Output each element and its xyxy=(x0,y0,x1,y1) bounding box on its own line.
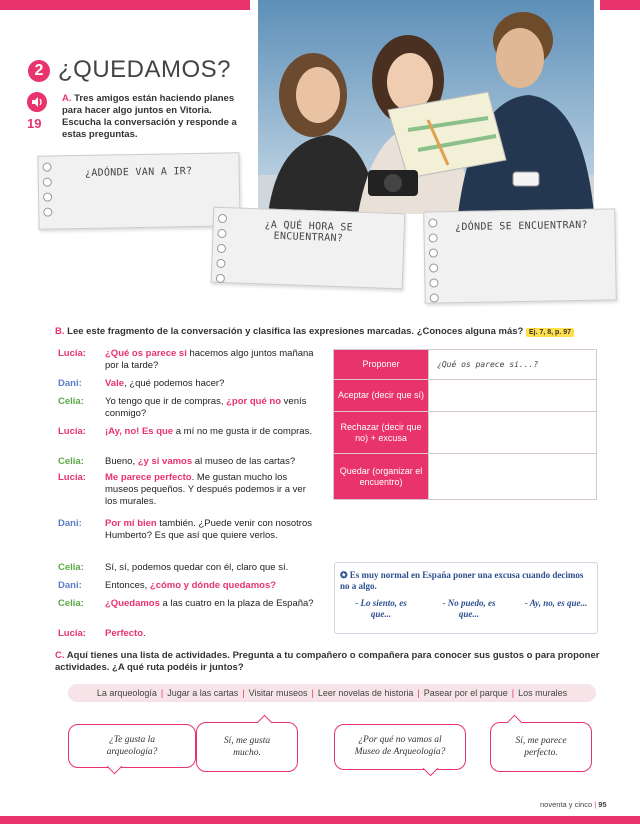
audio-track-number: 19 xyxy=(27,116,42,131)
marked-expression: Vale xyxy=(105,378,125,389)
note-what-time xyxy=(211,207,406,290)
speech-bubble xyxy=(196,722,298,772)
separator: | xyxy=(511,688,515,698)
speech-bubble xyxy=(490,722,592,772)
ring-icon xyxy=(43,193,52,202)
marked-expression: Por mí bien xyxy=(105,518,157,529)
utterance-pre: Entonces, xyxy=(105,580,150,591)
section-number-badge: 2 xyxy=(28,60,50,82)
row-value-field[interactable] xyxy=(429,412,597,454)
utterance xyxy=(105,628,315,640)
utterance-post: también. ¿Puede venir con nosotros Humberto? Es que así que quiere verlos. xyxy=(105,518,312,541)
ring-icon xyxy=(428,218,437,227)
marked-expression: ¿por qué no xyxy=(226,396,282,407)
instruction-b-text: Lee este fragmento de la conversación y clasifica las expresiones marcadas. ¿Conoces alguna más? xyxy=(67,326,524,337)
binder-rings xyxy=(42,163,51,223)
utterance-post: al museo de las cartas? xyxy=(192,456,296,467)
binder-rings xyxy=(216,214,227,289)
row-value-field[interactable] xyxy=(429,380,597,412)
note-title: ¿A QUÉ HORA SE ENCUENTRAN? xyxy=(264,219,354,245)
speech-bubble xyxy=(334,724,466,770)
row-label: Quedar (organizar el encuentro) xyxy=(334,454,429,500)
ring-icon xyxy=(218,214,227,223)
speech-bubble xyxy=(68,724,196,768)
speaker: Dani: xyxy=(58,378,82,389)
ring-icon xyxy=(429,248,438,257)
utterance-post: a las cuatro en la plaza de España? xyxy=(159,598,314,609)
label-c: C. xyxy=(55,650,65,661)
utterance-post: venís conmigo? xyxy=(105,396,307,419)
ring-icon xyxy=(216,274,225,283)
table-row xyxy=(334,350,597,380)
separator: | xyxy=(594,800,599,809)
row-label: Proponer xyxy=(334,350,429,380)
marked-expression: ¿y si vamos xyxy=(137,456,193,467)
utterance xyxy=(105,562,315,574)
activity-item: Visitar museos xyxy=(248,688,308,698)
utterance-post: hacemos algo juntos mañana por la tarde? xyxy=(105,348,314,371)
activity-list xyxy=(68,684,596,702)
utterance xyxy=(105,518,315,542)
row-value-field[interactable] xyxy=(429,454,597,500)
ring-icon xyxy=(43,208,52,217)
utterance-pre: Bueno, xyxy=(105,456,138,467)
bubble-text: ¿Por qué no vamos al Museo de Arqueología? xyxy=(354,735,446,757)
section-title: ¿QUEDAMOS? xyxy=(58,56,232,83)
label-a: A. xyxy=(62,93,72,104)
culture-tip-text xyxy=(340,570,590,592)
utterance xyxy=(105,456,315,468)
ring-icon xyxy=(42,163,51,172)
utterance xyxy=(105,396,315,420)
separator: | xyxy=(417,688,420,698)
activity-item: Pasear por el parque xyxy=(423,688,508,698)
speaker: Celia: xyxy=(58,598,84,609)
instruction-c-text: Aquí tienes una lista de actividades. Pregunta a tu compañero o compañera para conocer sus gustos o para proponer actividades. ¿A qué ruta podéis ir juntos? xyxy=(55,650,600,673)
row-label: Rechazar (decir que no) + excusa xyxy=(334,412,429,454)
marked-expression: ¿Qué os parece si xyxy=(105,348,187,359)
activity-item: Jugar a las cartas xyxy=(167,688,239,698)
utterance xyxy=(105,378,315,390)
bubble-text: Sí, me gusta mucho. xyxy=(223,736,271,758)
tip-example: - Lo siento, es que... xyxy=(355,598,407,619)
ring-icon xyxy=(429,278,438,287)
utterance-pre: Yo tengo que ir de compras, xyxy=(105,396,227,407)
bubble-text: ¿Te gusta la arqueología? xyxy=(106,735,158,757)
note-title: ¿DÓNDE SE ENCUENTRAN? xyxy=(455,219,588,234)
utterance xyxy=(105,472,315,508)
speaker-icon[interactable] xyxy=(27,92,47,112)
ring-icon xyxy=(217,229,226,238)
separator: | xyxy=(160,688,164,698)
separator: | xyxy=(311,688,314,698)
speaker: Dani: xyxy=(58,518,82,529)
note-where-go xyxy=(37,152,240,230)
note-title: ¿ADÓNDE VAN A IR? xyxy=(84,166,193,179)
speaker: Celia: xyxy=(58,396,84,407)
page-number-text: noventa y cinco xyxy=(540,800,593,809)
tip-example: - Ay, no, es que... xyxy=(524,598,588,608)
instruction-a xyxy=(62,93,247,141)
speaker: Lucía: xyxy=(58,628,86,639)
label-b: B. xyxy=(55,326,65,337)
utterance xyxy=(105,426,315,438)
tip-example: - No puedo, es que... xyxy=(442,598,496,619)
utterance-post: . Me gustan mucho los museos pequeños. Y después podemos ir a ver los murales. xyxy=(105,472,306,507)
speaker: Celia: xyxy=(58,562,84,573)
page-number: 95 xyxy=(598,800,607,809)
speaker: Celia: xyxy=(58,456,84,467)
marked-expression: Perfecto xyxy=(105,628,144,639)
ring-icon xyxy=(216,259,225,268)
utterance xyxy=(105,348,315,372)
utterance xyxy=(105,580,315,592)
ring-icon xyxy=(217,244,226,253)
classification-table xyxy=(333,349,597,500)
instruction-c xyxy=(55,650,615,674)
utterance-pre: Sí, sí, podemos quedar con él, claro que sí. xyxy=(105,562,289,573)
speaker: Lucía: xyxy=(58,472,86,483)
bubble-tail xyxy=(423,761,439,777)
activity-item: La arqueología xyxy=(96,688,157,698)
row-value-field[interactable]: ¿Qué os parece si...? xyxy=(429,350,597,380)
ring-icon xyxy=(43,178,52,187)
ring-icon xyxy=(429,263,438,272)
page-footer xyxy=(540,800,607,809)
bubble-text: Sí, me parece perfecto. xyxy=(515,736,567,758)
table-row xyxy=(334,454,597,500)
marked-expression: ¡Ay, no! Es que xyxy=(105,426,174,437)
speaker: Lucía: xyxy=(58,348,86,359)
table-row xyxy=(334,380,597,412)
exercise-reference: Ej. 7, 8, p. 97 xyxy=(526,328,574,337)
utterance-post: . xyxy=(143,628,146,639)
utterance xyxy=(105,598,315,610)
separator: | xyxy=(242,688,245,698)
ring-icon xyxy=(430,293,439,302)
note-where-meet xyxy=(423,208,617,303)
utterance-post: a mí no me gusta ir de compras. xyxy=(173,426,312,437)
bubble-tail xyxy=(107,759,123,775)
speaker: Lucía: xyxy=(58,426,86,437)
friends-map-photo xyxy=(258,0,594,214)
marked-expression: Me parece perfecto xyxy=(105,472,192,483)
marked-expression: ¿cómo y dónde quedamos? xyxy=(149,580,277,591)
instruction-b xyxy=(55,326,615,339)
binder-rings xyxy=(428,218,438,308)
info-icon: ✪ xyxy=(340,570,350,580)
table-row xyxy=(334,412,597,454)
marked-expression: ¿Quedamos xyxy=(105,598,160,609)
activity-item: Los murales xyxy=(518,688,568,698)
utterance-post: , ¿qué podemos hacer? xyxy=(124,378,225,389)
activity-item: Leer novelas de historia xyxy=(317,688,414,698)
bottom-accent-bar xyxy=(0,816,640,824)
ring-icon xyxy=(429,233,438,242)
speaker: Dani: xyxy=(58,580,82,591)
tip-text: Es muy normal en España poner una excusa cuando decimos no a algo. xyxy=(340,570,584,591)
instruction-a-text: Tres amigos están haciendo planes para hacer algo juntos en Vitoria. Escucha la conversación y responde a estas preguntas. xyxy=(62,93,237,140)
row-label: Aceptar (decir que sí) xyxy=(334,380,429,412)
